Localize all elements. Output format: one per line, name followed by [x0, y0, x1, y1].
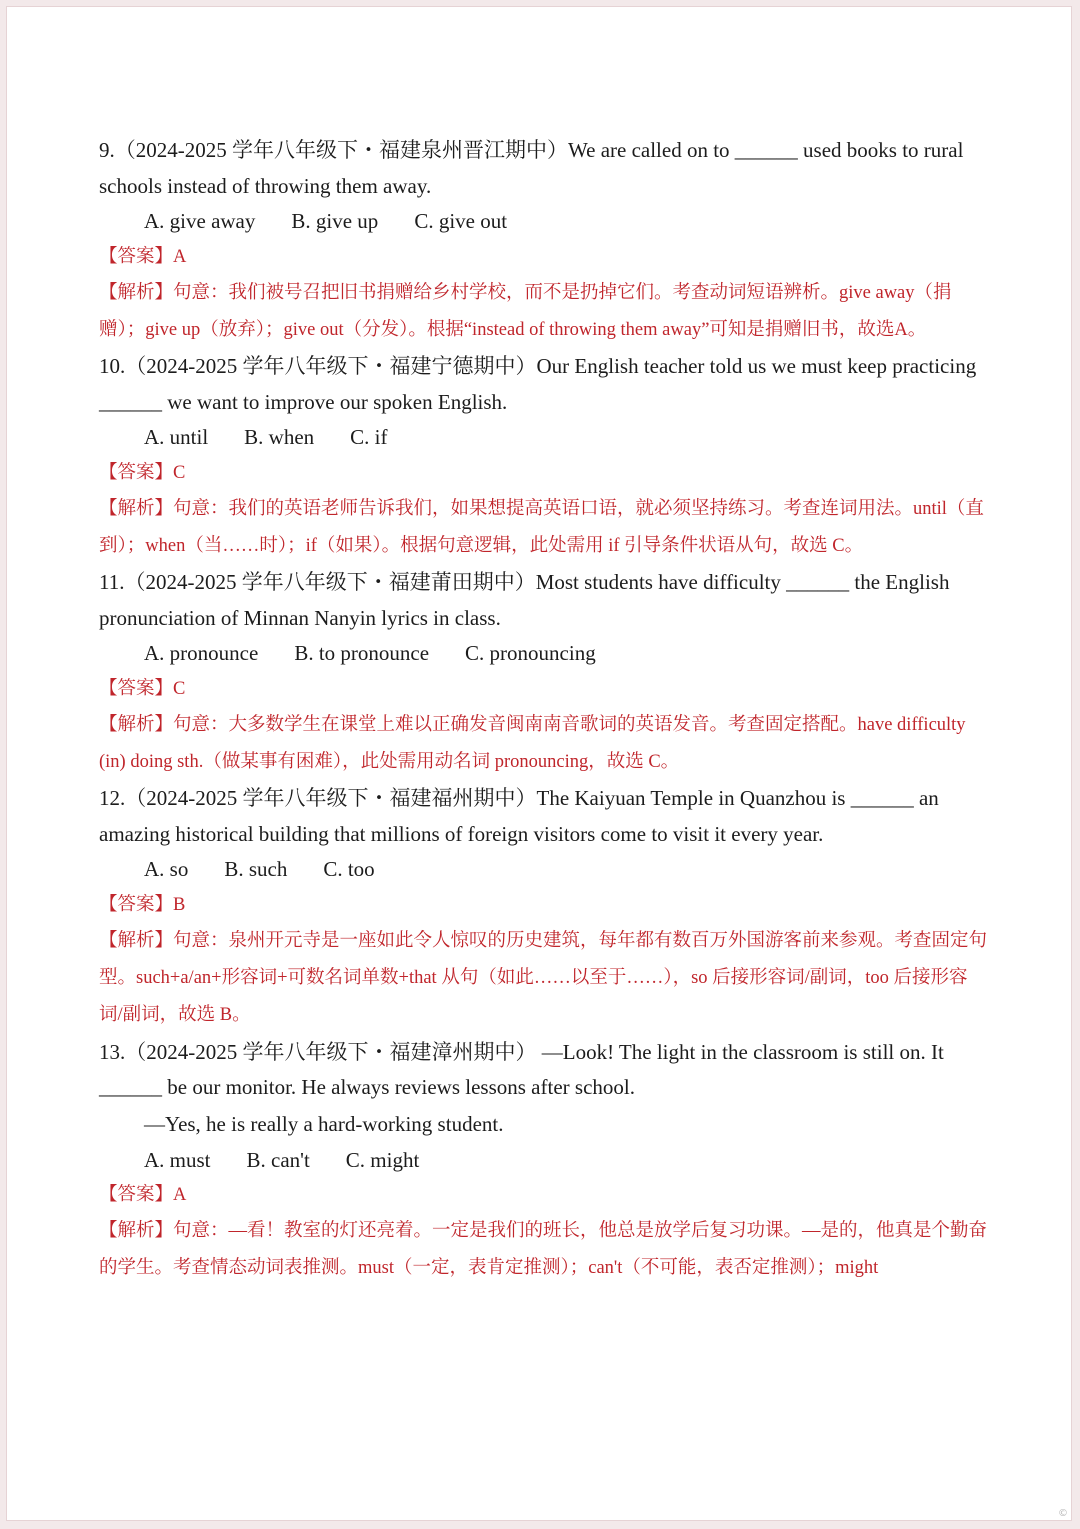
- question-list: [99, 133, 989, 1288]
- option-a: A. so: [144, 857, 189, 882]
- question-stem: 9.（2024-2025 学年八年级下・福建泉州晋江期中）We are called on to ______ used books to rural schools instead of throwing them away.: [99, 138, 964, 198]
- question-13: [99, 1035, 989, 1288]
- option-c: C. give out: [414, 209, 508, 233]
- answer-line: 【答案】C: [99, 678, 186, 699]
- option-b: B. to pronounce: [294, 641, 430, 666]
- analysis-text: 【解析】句意：我们被号召把旧书捐赠给乡村学校，而不是扔掉它们。考查动词短语辨析。give away（捐赠）；give up（放弃）；give out（分发）。根据“instead of throwing them away”可知是捐赠旧书，故选A。: [99, 282, 952, 340]
- option-row: [99, 420, 989, 456]
- question-12: [99, 781, 989, 1034]
- option-b: B. when: [244, 425, 315, 450]
- answer-line: 【答案】B: [99, 894, 186, 915]
- analysis-text: 【解析】句意：泉州开元寺是一座如此令人惊叹的历史建筑，每年都有数百万外国游客前来参观。考查固定句型。such+a/an+形容词+可数名词单数+that 从句（如此……以至于……），so 后接形容词/副词，too 后接形容词/副词，故选 B。: [99, 930, 988, 1026]
- option-a: A. give away: [144, 209, 256, 233]
- analysis-text: 【解析】句意：—看！教室的灯还亮着。一定是我们的班长，他总是放学后复习功课。—是的，他真是个勤奋的学生。考查情态动词表推测。must（一定，表肯定推测）；can't（不可能，表否定推测）；might: [99, 1221, 988, 1279]
- option-a: A. pronounce: [144, 641, 259, 666]
- option-row: [99, 204, 989, 240]
- option-row: [99, 852, 989, 888]
- option-row: [99, 1143, 989, 1179]
- answer-line: 【答案】A: [99, 246, 187, 267]
- option-a: A. must: [144, 1147, 211, 1172]
- question-9: [99, 133, 989, 349]
- document-page: [6, 6, 1072, 1521]
- option-a: A. until: [144, 425, 209, 450]
- option-c: C. might: [345, 1147, 420, 1172]
- question-11: [99, 565, 989, 781]
- option-b: B. can't: [246, 1147, 310, 1172]
- option-c: C. pronouncing: [465, 641, 596, 666]
- option-row: [99, 636, 989, 672]
- option-c: C. too: [323, 857, 375, 882]
- analysis-text: 【解析】句意：我们的英语老师告诉我们，如果想提高英语口语，就必须坚持练习。考查连词用法。until（直到）；when（当……时）；if（如果）。根据句意逻辑，此处需用 if 引导条件状语从句，故选 C。: [99, 498, 984, 556]
- question-stem: 10.（2024-2025 学年八年级下・福建宁德期中）Our English teacher told us we must keep practicing ______ we want to improve our spoken English.: [99, 354, 977, 414]
- analysis-text: 【解析】句意：大多数学生在课堂上难以正确发音闽南南音歌词的英语发音。考查固定搭配。have difficulty (in) doing sth.（做某事有困难），此处需用动名词 pronouncing，故选 C。: [99, 714, 966, 772]
- corner-mark: ©: [1058, 1508, 1068, 1519]
- answer-line: 【答案】C: [99, 462, 186, 483]
- answer-line: 【答案】A: [99, 1185, 187, 1206]
- question-stem: 11.（2024-2025 学年八年级下・福建莆田期中）Most students have difficulty ______ the English pronunciation of Minnan Nanyin lyrics in class.: [99, 570, 950, 630]
- question-10: [99, 349, 989, 565]
- question-stem: 12.（2024-2025 学年八年级下・福建福州期中）The Kaiyuan Temple in Quanzhou is ______ an amazing historical building that millions of foreign visitors come to visit it every year.: [99, 786, 939, 846]
- option-c: C. if: [350, 425, 388, 450]
- option-b: B. give up: [291, 209, 379, 233]
- dialogue-reply: —Yes, he is really a hard-working student.: [144, 1111, 504, 1136]
- option-b: B. such: [224, 857, 288, 882]
- question-stem: 13.（2024-2025 学年八年级下・福建漳州期中） —Look! The light in the classroom is still on. It ______ be our monitor. He always reviews lessons after school.: [99, 1039, 944, 1100]
